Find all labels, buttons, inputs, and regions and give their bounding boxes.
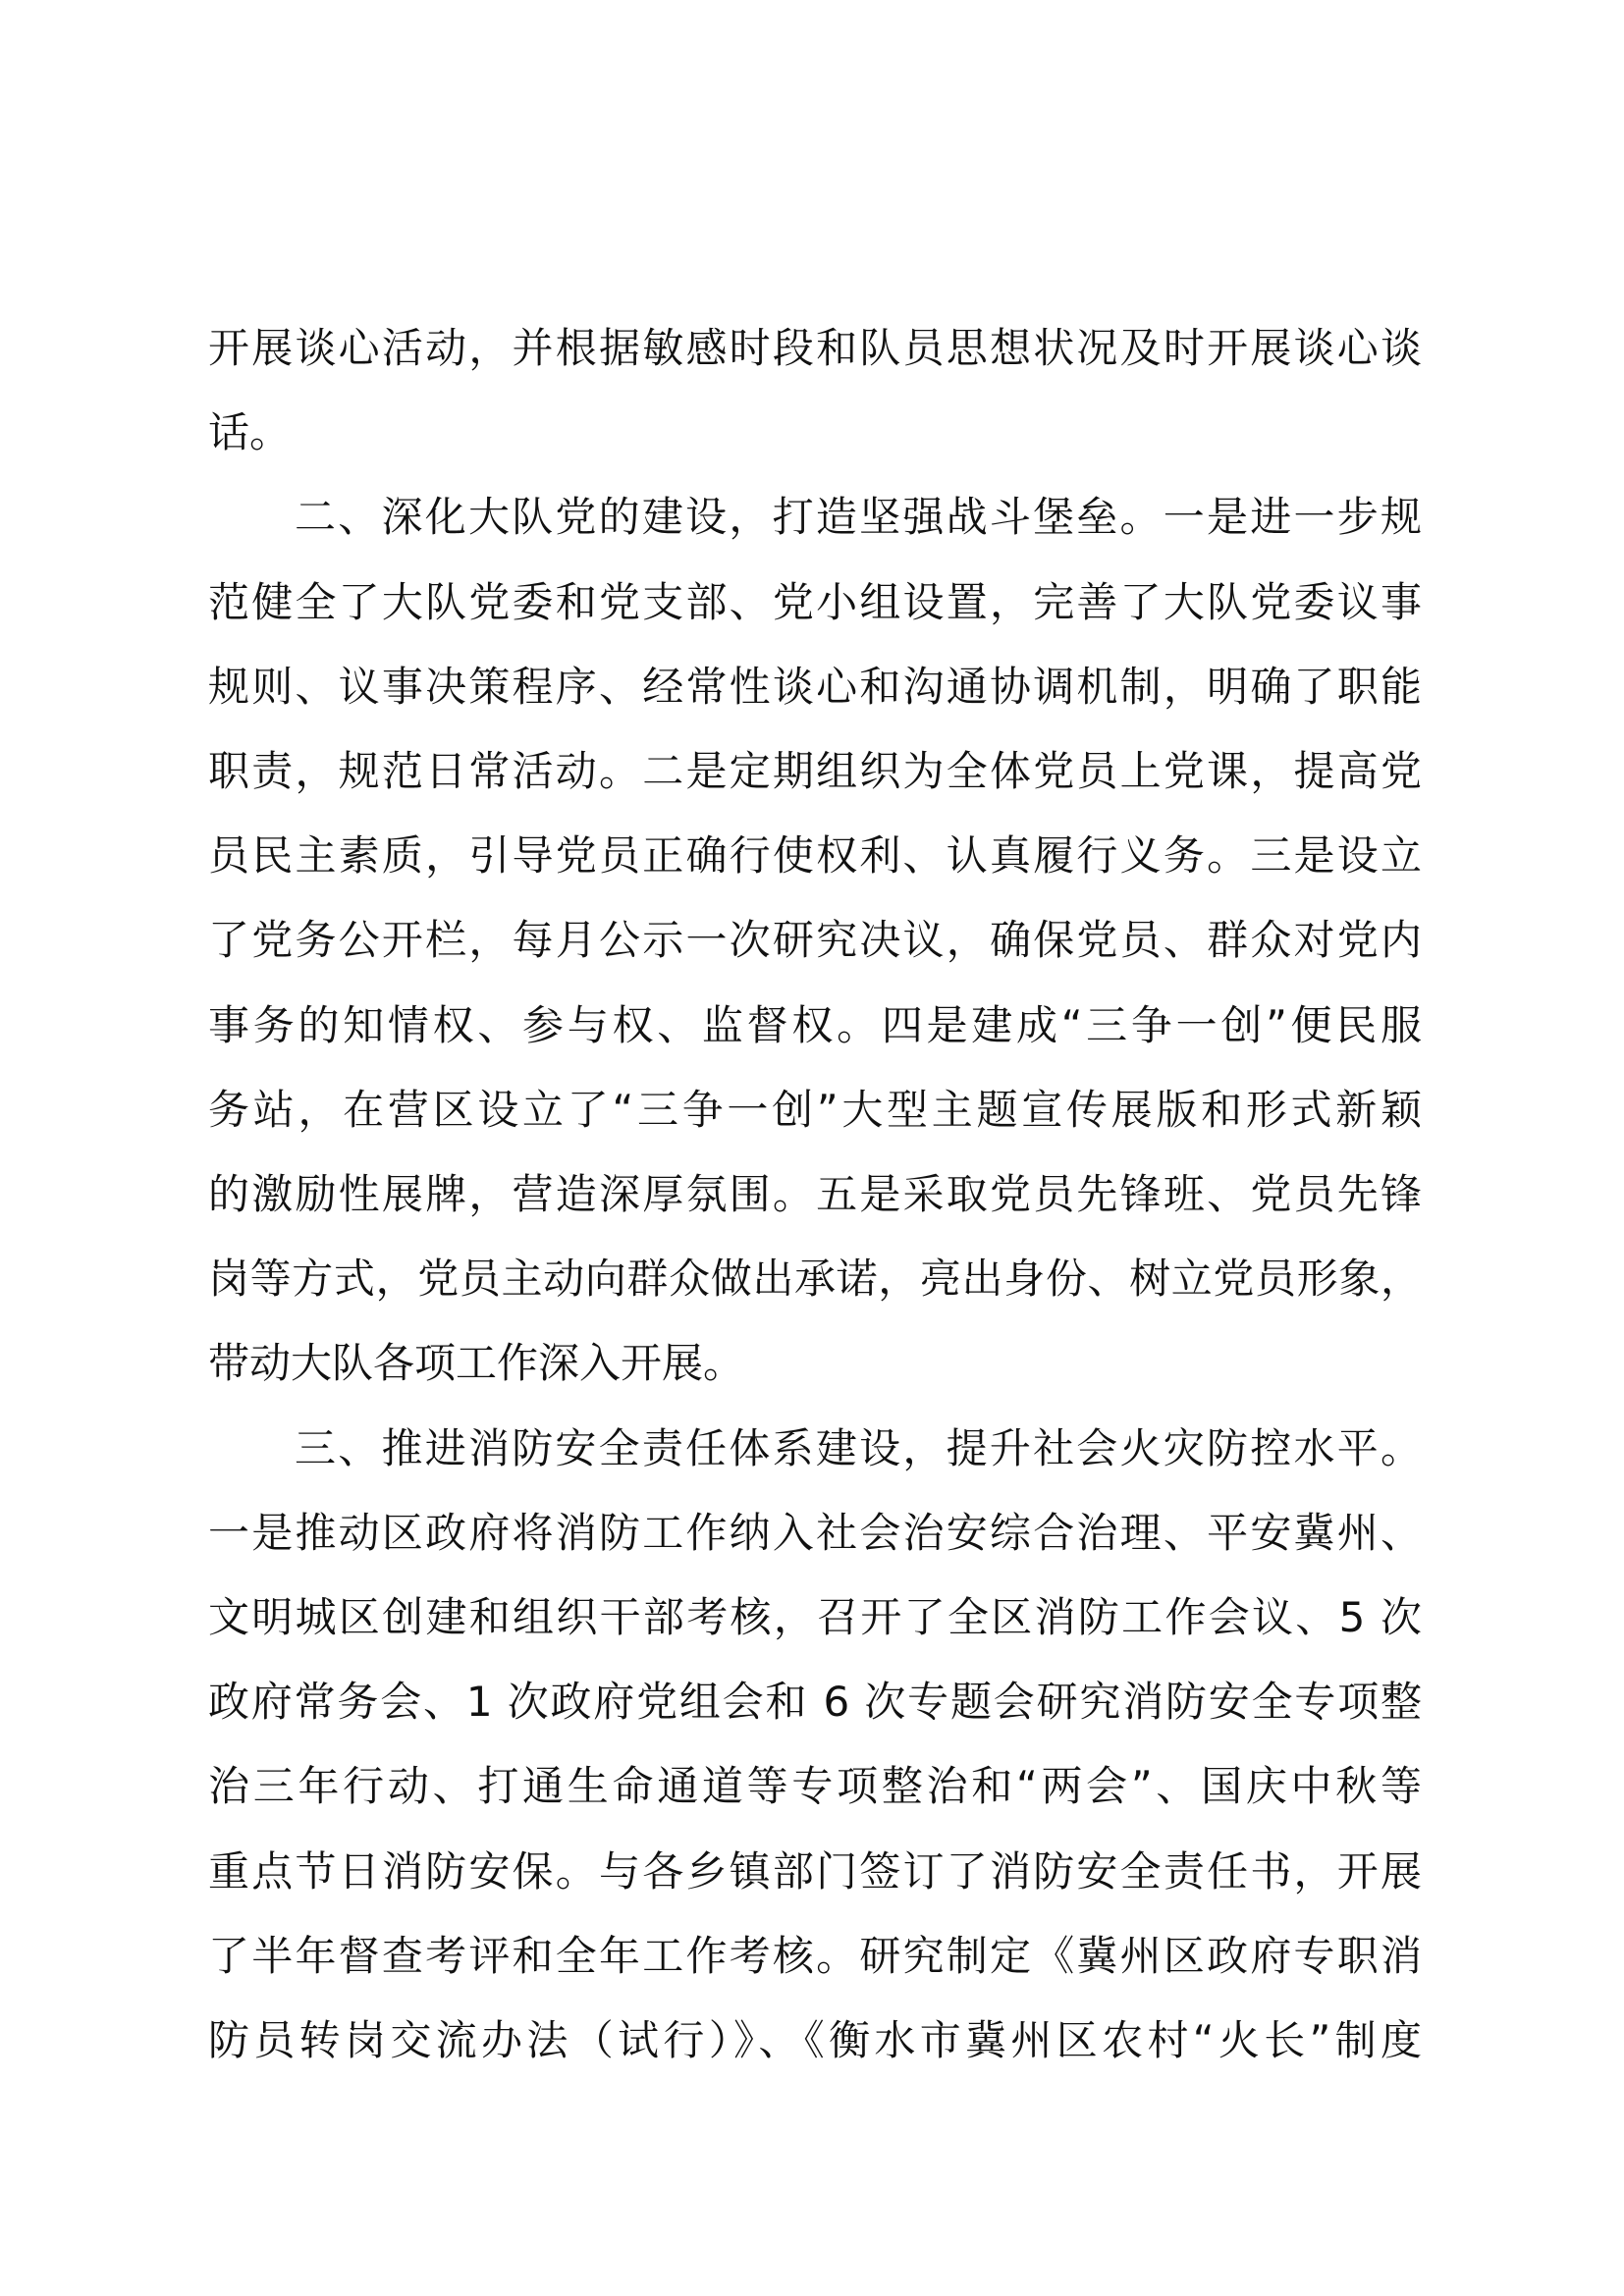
text-line: 的激励性展牌，营造深厚氛围。五是采取党员先锋班、党员先锋 — [208, 1170, 1422, 1218]
text-line: 文明城区创建和组织干部考核，召开了全区消防工作会议、5 次 — [208, 1593, 1422, 1641]
text-line: 事务的知情权、参与权、监督权。四是建成“三争一创”便民服 — [208, 1000, 1422, 1049]
text-line: 了半年督查考评和全年工作考核。研究制定《冀州区政府专职消 — [208, 1931, 1422, 1980]
text-line: 重点节日消防安保。与各乡镇部门签订了消防安全责任书，开展 — [208, 1846, 1422, 1896]
text-line: 治三年行动、打通生命通道等专项整治和“两会”、国庆中秋等 — [208, 1762, 1422, 1811]
text-line: 务站，在营区设立了“三争一创”大型主题宣传展版和形式新颖 — [208, 1085, 1422, 1134]
text-line: 岗等方式，党员主动向群众做出承诺，亮出身份、树立党员形象， — [208, 1255, 1422, 1304]
text-line: 员民主素质，引导党员正确行使权利、认真履行义务。三是设立 — [208, 831, 1422, 881]
text-line: 范健全了大队党委和党支部、党小组设置，完善了大队党委议事 — [208, 577, 1422, 626]
text-line: 了党务公开栏，每月公示一次研究决议，确保党员、群众对党内 — [208, 916, 1422, 965]
text-line: 防员转岗交流办法（试行）》、《衡水市冀州区农村“火长”制度 — [208, 2016, 1422, 2064]
text-line: 一是推动区政府将消防工作纳入社会治安综合治理、平安冀州、 — [208, 1508, 1422, 1557]
text-line: 政府常务会、1 次政府党组会和 6 次专题会研究消防安全专项整 — [208, 1678, 1422, 1727]
text-line: 话。 — [208, 408, 292, 457]
text-line: 三、推进消防安全责任体系建设，提升社会火灾防控水平。 — [295, 1423, 1422, 1472]
text-line: 开展谈心活动，并根据敏感时段和队员思想状况及时开展谈心谈 — [208, 324, 1422, 372]
text-line: 带动大队各项工作深入开展。 — [208, 1339, 745, 1388]
text-line: 职责，规范日常活动。二是定期组织为全体党员上党课，提高党 — [208, 747, 1422, 795]
text-line: 二、深化大队党的建设，打造坚强战斗堡垒。一是进一步规 — [295, 493, 1422, 542]
text-line: 规则、议事决策程序、经常性谈心和沟通协调机制，明确了职能 — [208, 662, 1422, 711]
